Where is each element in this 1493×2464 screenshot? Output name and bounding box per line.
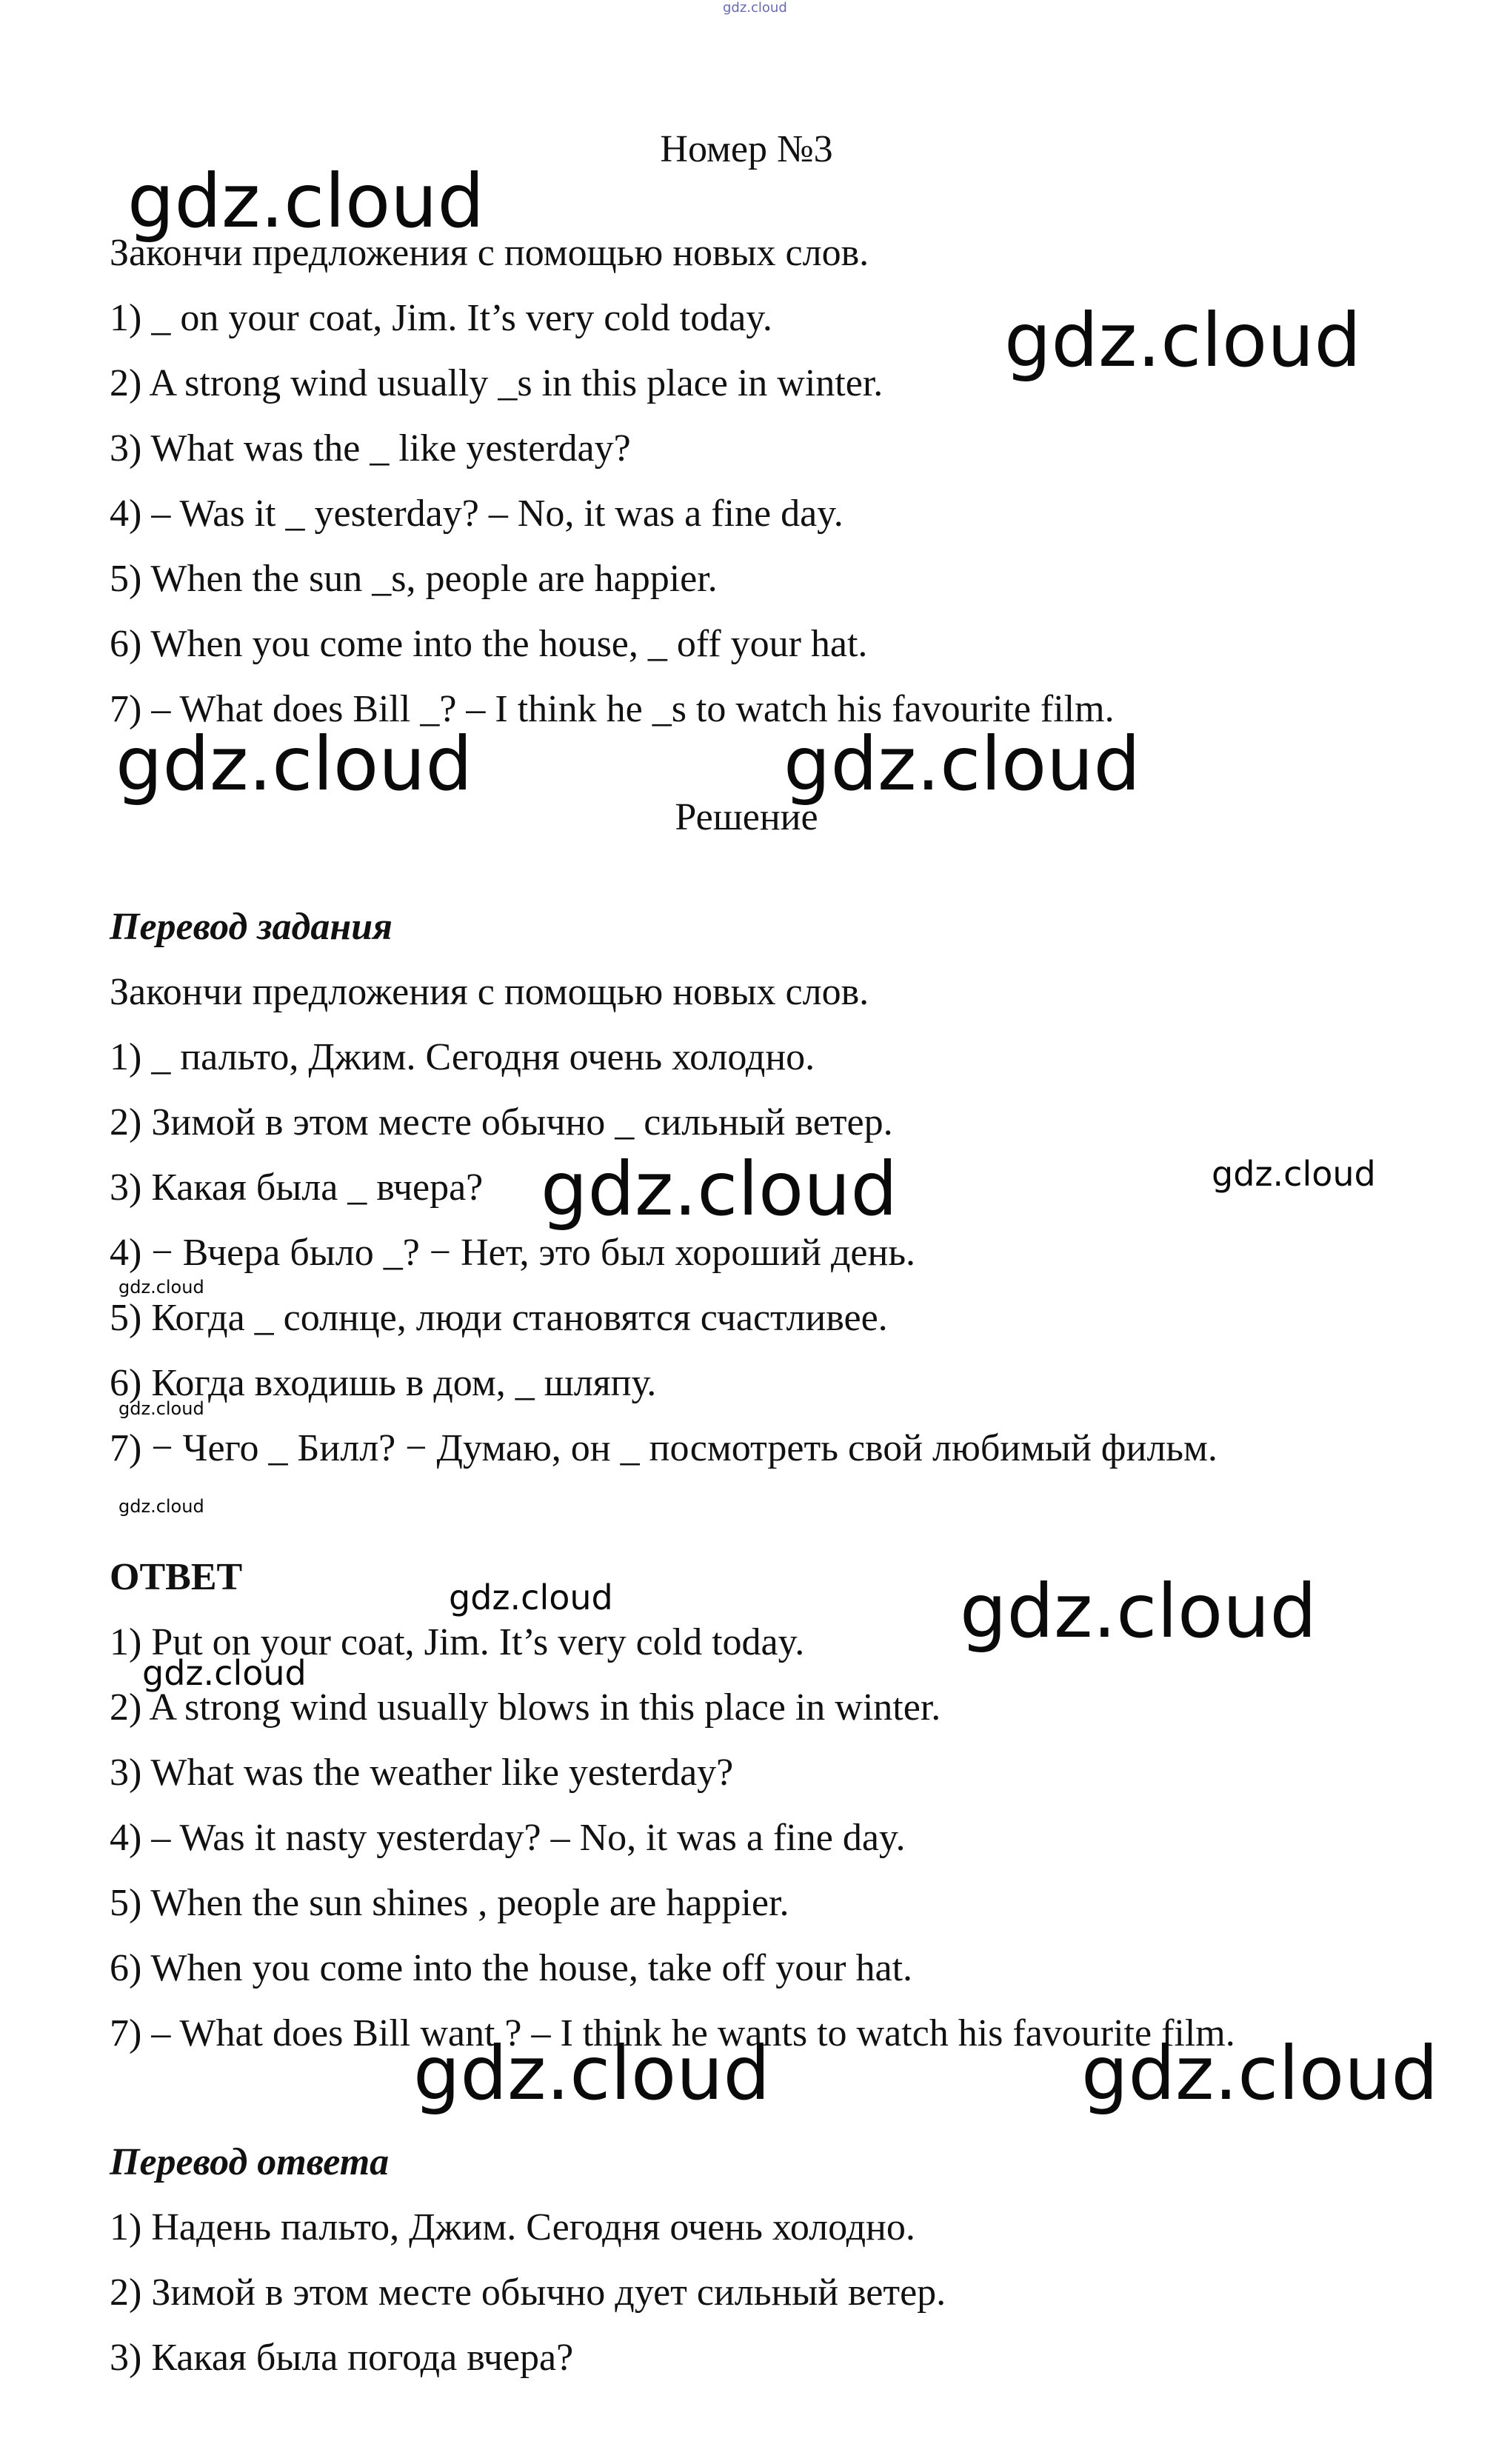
translation-item: 1) _ пальто, Джим. Сегодня очень холодно. xyxy=(110,1036,815,1078)
task-item: 7) – What does Bill _? – I think he _s to watch his favourite film. xyxy=(110,688,1115,730)
translation-item: 4) − Вчера было _? − Нет, это был хороший день. xyxy=(110,1232,916,1274)
translation-item: 5) Когда _ солнце, люди становятся счастливее. xyxy=(110,1297,888,1339)
answer-translation-item: 1) Надень пальто, Джим. Сегодня очень холодно. xyxy=(110,2206,915,2248)
watermark: gdz.cloud xyxy=(541,1146,898,1232)
translation-item: 7) − Чего _ Билл? − Думаю, он _ посмотреть свой любимый фильм. xyxy=(110,1427,1218,1469)
task-item: 2) A strong wind usually _s in this place in winter. xyxy=(110,362,884,404)
page-title: Номер №3 xyxy=(660,128,833,170)
answer-item: 6) When you come into the house, take off your hat. xyxy=(110,1947,913,1989)
watermark: gdz.cloud xyxy=(127,158,485,244)
watermark: gdz.cloud xyxy=(1212,1154,1376,1194)
translation-instruction: Закончи предложения с помощью новых слов. xyxy=(110,971,869,1013)
translation-item: 3) Какая была _ вчера? xyxy=(110,1166,484,1209)
answer-translation-item: 2) Зимой в этом месте обычно дует сильный ветер. xyxy=(110,2271,946,2314)
answer-translation-item: 3) Какая была погода вчера? xyxy=(110,2337,574,2379)
translation-heading: Перевод задания xyxy=(110,906,393,948)
watermark: gdz.cloud xyxy=(116,721,473,807)
watermark: gdz.cloud xyxy=(960,1568,1317,1655)
task-item: 1) _ on your coat, Jim. It’s very cold today. xyxy=(110,297,772,339)
watermark: gdz.cloud xyxy=(784,721,1141,807)
answer-heading: ОТВЕТ xyxy=(110,1556,243,1598)
watermark: gdz.cloud xyxy=(1004,297,1362,384)
answer-translation-heading: Перевод ответа xyxy=(110,2141,390,2183)
task-instruction: Закончи предложения с помощью новых слов. xyxy=(110,232,869,274)
task-item: 6) When you come into the house, _ off your hat. xyxy=(110,623,868,665)
answer-item: 7) – What does Bill want ? – I think he wants to watch his favourite film. xyxy=(110,2012,1235,2054)
answer-item: 3) What was the weather like yesterday? xyxy=(110,1752,734,1794)
watermark: gdz.cloud xyxy=(118,1277,204,1298)
answer-item: 4) – Was it nasty yesterday? – No, it was a fine day. xyxy=(110,1817,906,1859)
translation-item: 6) Когда входишь в дом, _ шляпу. xyxy=(110,1362,657,1404)
watermark: gdz.cloud xyxy=(142,1653,307,1693)
watermark: gdz.cloud xyxy=(413,2030,771,2117)
translation-item: 2) Зимой в этом месте обычно _ сильный ветер. xyxy=(110,1101,893,1143)
watermark: gdz.cloud xyxy=(1081,2030,1439,2117)
watermark: gdz.cloud xyxy=(449,1577,613,1617)
answer-item: 2) A strong wind usually blows in this place in winter. xyxy=(110,1686,941,1729)
task-item: 4) – Was it _ yesterday? – No, it was a fine day. xyxy=(110,493,844,535)
answer-item: 1) Put on your coat, Jim. It’s very cold today. xyxy=(110,1621,805,1663)
watermark: gdz.cloud xyxy=(118,1398,204,1419)
task-item: 3) What was the _ like yesterday? xyxy=(110,427,631,470)
task-item: 5) When the sun _s, people are happier. xyxy=(110,558,718,600)
answer-item: 5) When the sun shines , people are happier. xyxy=(110,1882,789,1924)
top-watermark: gdz.cloud xyxy=(723,0,787,16)
watermark: gdz.cloud xyxy=(118,1496,204,1517)
solution-label: Решение xyxy=(675,796,818,838)
